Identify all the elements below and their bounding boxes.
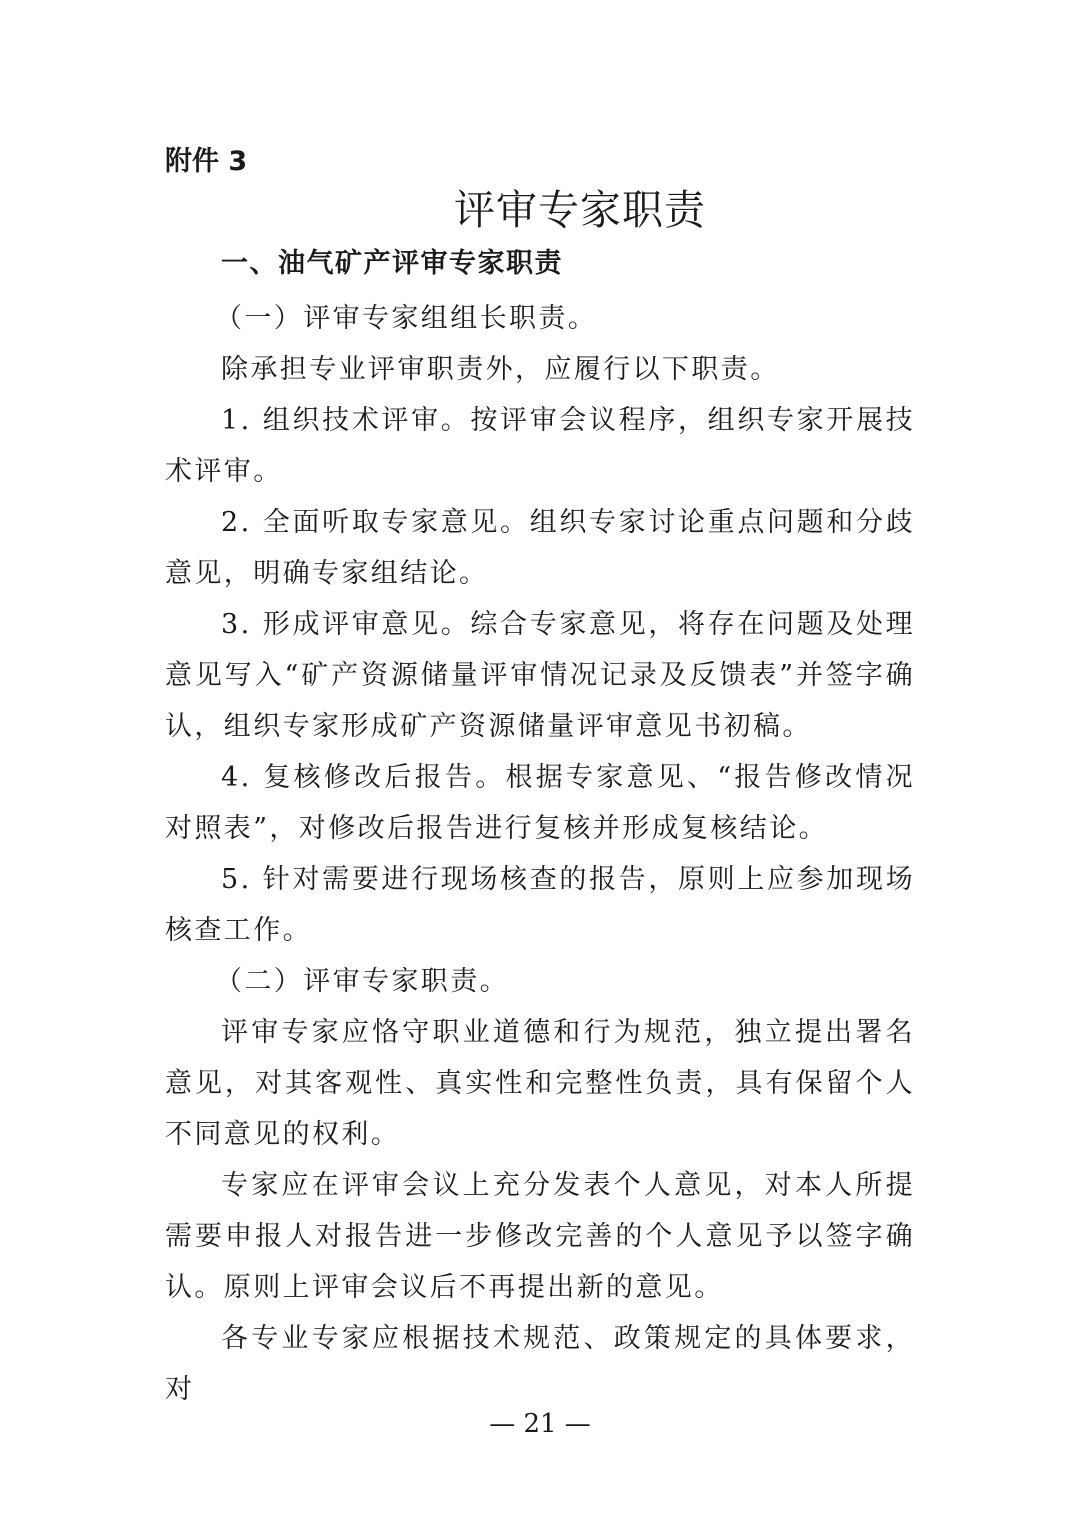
list-item: 3. 形成评审意见。综合专家意见，将存在问题及处理意见写入“矿产资源储量评审情况记录及反馈表”并签字确认，组织专家形成矿产资源储量评审意见书初稿。 <box>165 609 915 742</box>
list-item: 4. 复核修改后报告。根据专家意见、“报告修改情况对照表”，对修改后报告进行复核并形成复核结论。 <box>165 762 915 844</box>
list-item: 5. 针对需要进行现场核查的报告，原则上应参加现场核查工作。 <box>165 864 915 946</box>
section-heading-oil-gas: 一、油气矿产评审专家职责 <box>221 248 563 279</box>
subsection-heading-experts: （二）评审专家职责。 <box>215 966 509 997</box>
paragraph-intro: 除承担专业评审职责外，应履行以下职责。 <box>221 354 780 385</box>
document-title: 评审专家职责 <box>454 186 706 234</box>
list-item: 2. 全面听取专家意见。组织专家讨论重点问题和分歧意见，明确专家组结论。 <box>165 507 915 589</box>
subsection-heading-team-leader: （一）评审专家组组长职责。 <box>215 303 598 334</box>
paragraph: 评审专家应恪守职业道德和行为规范，独立提出署名意见，对其客观性、真实性和完整性负责，具有保留个人不同意见的权利。 <box>165 1017 915 1150</box>
document-body <box>165 236 915 1415</box>
paragraph: 各专业专家应根据技术规范、政策规定的具体要求，对 <box>165 1323 915 1405</box>
paragraph: 专家应在评审会议上充分发表个人意见，对本人所提需要申报人对报告进一步修改完善的个人意见予以签字确认。原则上评审会议后不再提出新的意见。 <box>165 1170 915 1303</box>
attachment-label: 附件 3 <box>165 146 248 177</box>
page-number: — 21 — <box>489 1409 591 1439</box>
list-item: 1. 组织技术评审。按评审会议程序，组织专家开展技术评审。 <box>165 405 915 487</box>
